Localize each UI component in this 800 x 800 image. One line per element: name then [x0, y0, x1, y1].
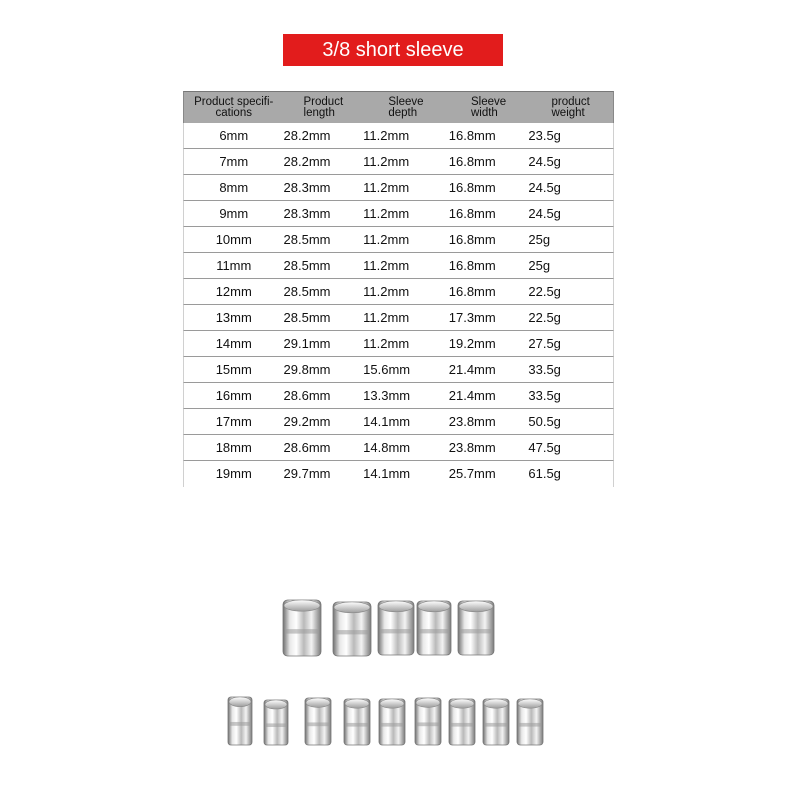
cell-width: 16.8mm [448, 180, 496, 195]
cell-length: 29.2mm [283, 414, 331, 429]
cell-spec: 9mm [219, 206, 249, 221]
cell-weight: 22.5g [528, 310, 561, 325]
cell-depth: 11.2mm [363, 154, 410, 169]
socket-icon [379, 699, 405, 745]
cell-width: 16.8mm [448, 258, 496, 273]
table-row [183, 227, 614, 253]
cell-width: 16.8mm [448, 284, 496, 299]
cell-depth: 11.2mm [363, 336, 410, 351]
cell-length: 29.8mm [283, 362, 331, 377]
socket-icon [305, 698, 331, 745]
cell-spec: 13mm [215, 310, 252, 325]
cell-width: 17.3mm [448, 310, 496, 325]
table-row [183, 175, 614, 201]
cell-length: 29.7mm [283, 466, 331, 481]
socket-icon [333, 602, 371, 656]
title-banner [283, 34, 503, 66]
cell-length: 28.5mm [283, 232, 331, 247]
cell-length: 28.3mm [283, 180, 331, 195]
cell-length: 28.5mm [283, 258, 331, 273]
cell-width: 21.4mm [448, 362, 496, 377]
table-row [183, 435, 614, 461]
cell-weight: 24.5g [528, 206, 561, 221]
cell-weight: 33.5g [528, 388, 561, 403]
cell-spec: 15mm [215, 362, 252, 377]
socket-icon [417, 601, 451, 655]
cell-depth: 11.2mm [363, 128, 410, 143]
cell-length: 29.1mm [283, 336, 331, 351]
cell-spec: 10mm [215, 232, 252, 247]
cell-width: 23.8mm [448, 440, 496, 455]
socket-icon [415, 698, 441, 745]
spec-table [183, 91, 614, 487]
socket-icon [458, 601, 494, 655]
cell-width: 16.8mm [448, 128, 496, 143]
header-length: Product length [303, 96, 344, 119]
table-row [183, 201, 614, 227]
cell-spec: 17mm [215, 414, 252, 429]
cell-spec: 11mm [216, 258, 252, 273]
cell-length: 28.2mm [283, 154, 331, 169]
table-row [183, 357, 614, 383]
cell-depth: 11.2mm [363, 258, 410, 273]
cell-weight: 27.5g [528, 336, 561, 351]
cell-depth: 11.2mm [363, 232, 410, 247]
cell-spec: 8mm [219, 180, 249, 195]
cell-width: 25.7mm [448, 466, 496, 481]
cell-depth: 11.2mm [363, 310, 410, 325]
cell-width: 16.8mm [448, 206, 496, 221]
cell-depth: 15.6mm [363, 362, 411, 377]
cell-width: 16.8mm [448, 232, 496, 247]
header-depth: Sleeve depth [388, 96, 424, 119]
cell-weight: 24.5g [528, 154, 561, 169]
cell-width: 16.8mm [448, 154, 496, 169]
cell-spec: 16mm [215, 388, 252, 403]
cell-depth: 11.2mm [363, 284, 410, 299]
title-text: 3/8 short sleeve [322, 39, 464, 61]
cell-depth: 14.1mm [363, 466, 411, 481]
cell-width: 19.2mm [448, 336, 496, 351]
cell-weight: 33.5g [528, 362, 561, 377]
cell-length: 28.2mm [283, 128, 331, 143]
socket-icon [378, 601, 414, 655]
cell-weight: 61.5g [528, 466, 561, 481]
table-row [183, 409, 614, 435]
cell-weight: 47.5g [528, 440, 561, 455]
cell-spec: 7mm [219, 154, 249, 169]
cell-width: 23.8mm [448, 414, 496, 429]
cell-length: 28.5mm [283, 310, 331, 325]
cell-weight: 24.5g [528, 180, 561, 195]
cell-width: 21.4mm [448, 388, 496, 403]
cell-spec: 18mm [215, 440, 252, 455]
table-row [183, 331, 614, 357]
socket-icon [283, 600, 321, 656]
socket-icon [449, 699, 475, 745]
cell-depth: 14.1mm [363, 414, 411, 429]
cell-length: 28.6mm [283, 388, 331, 403]
header-weight: product weight [551, 96, 590, 119]
cell-weight: 25g [528, 232, 551, 247]
header-spec: Product specifi- cations [194, 96, 274, 119]
table-header [183, 91, 614, 123]
header-width: Sleeve width [470, 96, 507, 119]
table-row [183, 149, 614, 175]
cell-weight: 22.5g [528, 284, 561, 299]
socket-icon [344, 699, 370, 745]
socket-icon [517, 699, 543, 745]
cell-length: 28.5mm [283, 284, 331, 299]
cell-weight: 23.5g [528, 128, 561, 143]
socket-icon [264, 700, 288, 745]
cell-length: 28.3mm [283, 206, 331, 221]
table-row [183, 279, 614, 305]
cell-spec: 14mm [215, 336, 252, 351]
table-body [183, 123, 614, 487]
socket-icon [228, 697, 252, 745]
table-row [183, 305, 614, 331]
table-row [183, 461, 614, 487]
cell-spec: 6mm [219, 128, 249, 143]
cell-spec: 12mm [215, 284, 252, 299]
cell-depth: 14.8mm [363, 440, 411, 455]
cell-length: 28.6mm [283, 440, 331, 455]
cell-weight: 50.5g [528, 414, 561, 429]
socket-icon [483, 699, 509, 745]
cell-depth: 11.2mm [363, 180, 410, 195]
table-row [183, 253, 614, 279]
cell-spec: 19mm [215, 466, 252, 481]
cell-weight: 25g [528, 258, 551, 273]
cell-depth: 11.2mm [363, 206, 410, 221]
table-row [183, 383, 614, 409]
table-row [183, 123, 614, 149]
cell-depth: 13.3mm [363, 388, 411, 403]
